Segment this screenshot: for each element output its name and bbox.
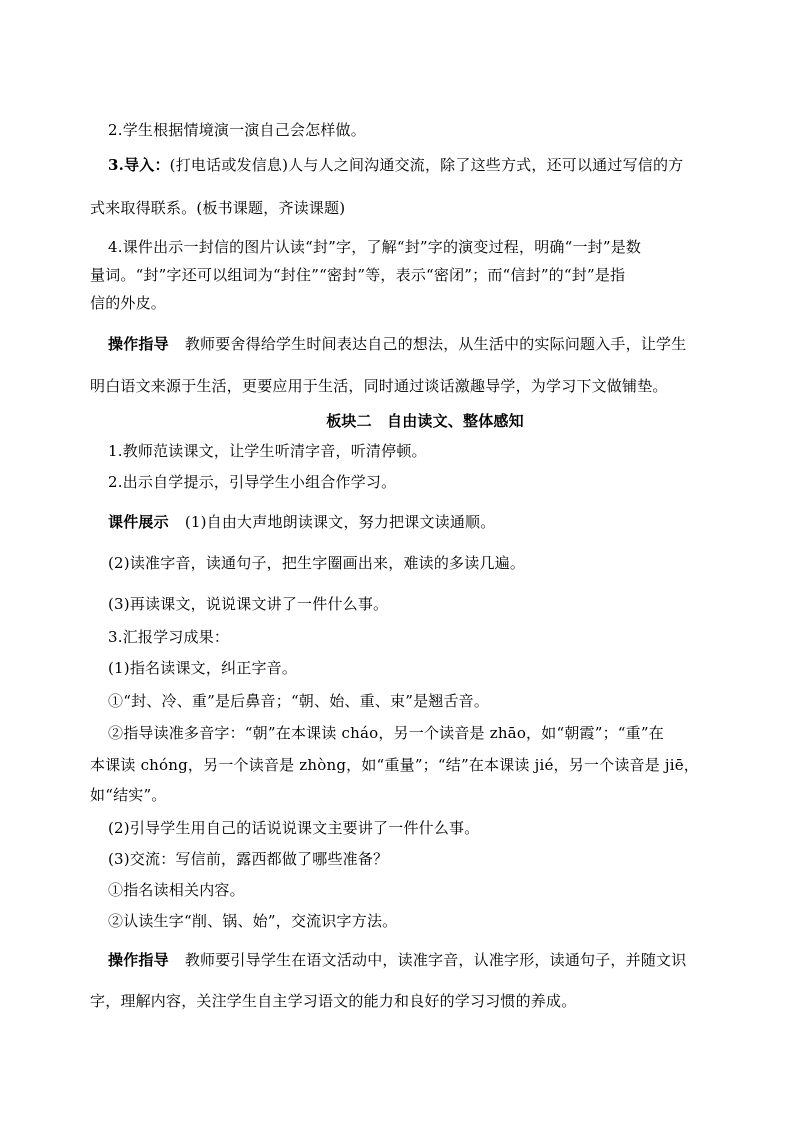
block1-guide-label: 操作指导 xyxy=(108,335,169,353)
block2-sub1-b-line2: 本课读 chóng，另一个读音是 zhòng，如“重量”；“结”在本课读 jié，另一个读音是 jiē， xyxy=(90,756,700,774)
block2-sub3-a: ①指名读相关内容。 xyxy=(108,881,245,899)
block2-item2: 2.出示自学提示，引导学生小组合作学习。 xyxy=(108,473,397,491)
section-heading: 板块二 自由读文、整体感知 xyxy=(326,412,524,430)
block1-guide-line2: 明白语文来源于生活，更要应用于生活，同时通过谈话激趣导学，为学习下文做铺垫。 xyxy=(90,377,668,395)
block2-sub1-a: ①“封、冷、重”是后鼻音；“朝、始、重、束”是翘舌音。 xyxy=(108,692,490,710)
block1-item4-line2: 量词。“封”字还可以组词为“封住”“密封”等，表示“密闭”；而“信封”的“封”是指 xyxy=(90,266,626,284)
block2-sub1-b-line1: ②指导读准多音字：“朝”在本课读 cháo，另一个读音是 zhāo，如“朝霞”；“重”在 xyxy=(108,724,664,742)
block1-guide-line1 xyxy=(108,334,686,354)
block1-item4-line3: 信的外皮。 xyxy=(90,294,167,312)
block2-sub3: (3)交流：写信前，露西都做了哪些准备？ xyxy=(108,850,389,868)
block2-show-1: (1)自由大声地朗读课文，努力把课文读通顺。 xyxy=(184,513,496,531)
block1-item3-line2: 式来取得联系。(板书课题，齐读课题) xyxy=(90,199,346,217)
block2-show-3: (3)再读课文，说说课文讲了一件什么事。 xyxy=(108,595,389,613)
block2-show-2: (2)读准字音，读通句子，把生字圈画出来，难读的多读几遍。 xyxy=(108,554,526,572)
block1-item4-line1: 4.课件出示一封信的图片认读“封”字，了解“封”字的演变过程，明确“一封”是数 xyxy=(108,238,642,256)
block2-guide-line1 xyxy=(108,950,686,970)
block2-guide-label: 操作指导 xyxy=(108,951,169,969)
block1-item3-line1 xyxy=(108,155,683,175)
block2-item1: 1.教师范读课文，让学生听清字音，听清停顿。 xyxy=(108,442,427,460)
block1-item3-label: 3.导入： xyxy=(108,156,170,174)
block1-item2: 2.学生根据情境演一演自己会怎样做。 xyxy=(108,121,366,139)
block2-sub1-b-line3: 如“结实”。 xyxy=(90,786,167,804)
block2-guide-text: 教师要引导学生在语文活动中，读准字音，认准字形，读通句子，并随文识 xyxy=(184,951,687,969)
block1-guide-text: 教师要舍得给学生时间表达自己的想法，从生活中的实际问题入手，让学生 xyxy=(184,335,687,353)
block1-item3-text: (打电话或发信息)人与人之间沟通交流，除了这些方式，还可以通过写信的方 xyxy=(169,156,684,174)
block2-sub1: (1)指名读课文，纠正字音。 xyxy=(108,659,298,677)
block2-show-line1 xyxy=(108,512,495,532)
block2-guide-line2: 字，理解内容，关注学生自主学习语文的能力和良好的学习习惯的养成。 xyxy=(90,992,577,1010)
block2-sub2: (2)引导学生用自己的话说说课文主要讲了一件什么事。 xyxy=(108,819,480,837)
block2-sub3-b: ②认读生字“削、锅、始”，交流识字方法。 xyxy=(108,912,398,930)
block2-show-label: 课件展示 xyxy=(108,513,169,531)
block2-item3: 3.汇报学习成果： xyxy=(108,628,230,646)
